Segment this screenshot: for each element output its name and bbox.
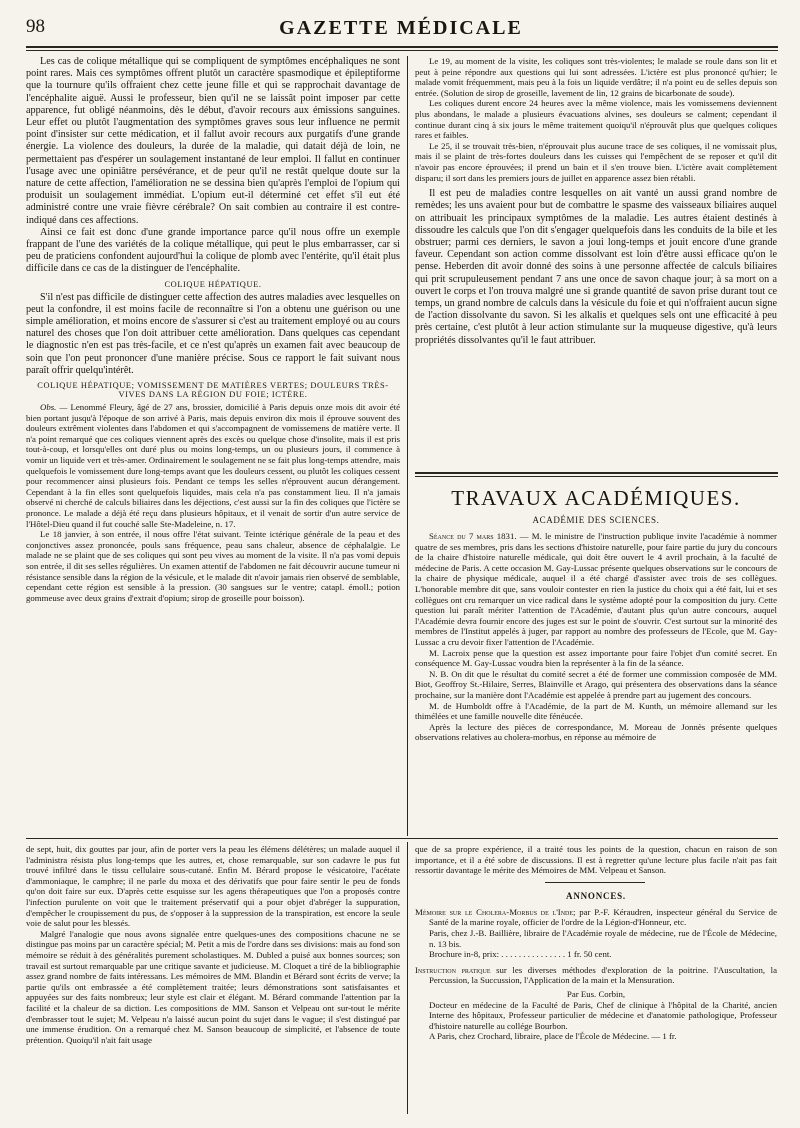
author-bio: Docteur en médecine de la Faculté de Paris, Chef de clinique à l'hôpital de la Charité, ancien Interne des hôpitaux, Professeur particulier de médecine et d'anatomie pathologique, Professeur d'histoire naturelle au collége Bourbon. [429,999,777,1031]
left-column-bottom [26,844,400,1114]
observation-lead: Obs. — [40,402,68,413]
page-number: 98 [26,16,45,37]
announcement-title [415,965,777,986]
paragraph: S'il n'est pas difficile de distinguer cette affection des autres maladies avec lesquelles on peut la confondre, il est moins facile de reconnaître si l'on a obtenu une guérison ou une simple amélioration, et moins encore de s'assurer si c'est au traitement employé ou au cours naturel des choses que l'on doit attribuer cette amélioration. Dans quelques cas cependant le diagnostic n'en est pas très-facile, et ce n'est qu'après un examen fait avec beaucoup de soin que l'on peut prononcer d'une manière précise. Sous ce rapport le fait suivant nous paraît offrir quelqu'intérêt. [26,291,400,376]
paragraph: Après la lecture des pièces de correspondance, M. Moreau de Jonnès présente quelques observations relatives au cholera-morbus, en réponse au mémoire de [415,721,777,743]
case-heading: COLIQUE HÉPATIQUE; VOMISSEMENT DE MATIÈRES VERTES; DOULEURS TRÈS-VIVES DANS LA RÉGION DU FOIE; ICTÈRE. [37,381,389,400]
right-column-top [415,56,777,466]
paragraph: M. de Humboldt offre à l'Académie, de la part de M. Kunth, un mémoire allemand sur les thimélées et une famille nouvelle dite fénéucée. [415,700,777,722]
observation-text [26,402,400,529]
announcement-title [415,907,777,928]
section-rule-thin [415,476,778,477]
book-title: Instruction pratique [415,964,491,975]
announcement-entry [415,965,777,1042]
paragraph: M. Lacroix pense que la question est assez importante pour faire l'objet d'un comité secret. En conséquence M. Gay-Lussac voudra bien la représenter à la fin de la séance. [415,647,777,669]
publisher: A Paris, chez Crochard, libraire, place de l'École de Médecine. — 1 fr. [429,1031,677,1042]
horizontal-divider [26,838,778,839]
annonces-title: ANNONCES. [566,890,626,901]
paragraph: N. B. On dit que le résultat du comité secret a été de former une commission composée de MM. Biot, Geoffroy St.-Hilaire, Serres, Blainville et Arago, qui présentera des observations dans la séance prochaine, sur la manière dont l'Académie est appelée à prendre part au jugement des concours. [415,668,777,700]
observation-text: Les coliques durent encore 24 heures avec la même violence, mais les vomissemens deviennent plus abondans, le malade a plusieurs évacuations alvines, ses douleurs se calment; cependant il continue durant cinq à six jours le même traitement quoiqu'il n'éprouvât plus que quelques coliques rares et faibles. [415,98,777,141]
paragraph: Les cas de colique métallique qui se compliquent de symptômes encéphaliques ne sont point rares. Mais ces symptômes offrent plutôt un caractère spasmodique et épileptiforme que la tournure qu'ils offraient chez cette jeune fille et qui se rapprochait davantage de l'encéphalite aiguë. Aussi le professeur, bien qu'il ne se laissât point imposer par cette apparence, fut obligé néanmoins, dès le début, d'avoir recours aux émissions sanguines. Leur effet ou plutôt l'augmentation des symptômes graves sous leur influence ne permit point d'insister sur cette médication, et il fallut avoir recours aux purgatifs d'une grande énergie. La violence des douleurs, la durée de la maladie, qui datait déjà de loin, ne permettaient pas d'espérer un soulagement instantané de leur emploi. Il fallut en continuer l'usage avec une opiniâtre persévérance, et de peur qu'il ne restât quelque doute sur la nature de cette affection, l'amélioration ne se dessina bien qu'après l'emploi de l'opium qui produisit un soulagement immédiat. L'opium eut-il déterminé cet effet s'il eut été administré contre une vraie fièvre cérébrale? On sait combien au contraire il est contre-indiqué dans ces affections. [26,56,400,226]
section-subtitle: ACADÉMIE DES SCIENCES. [532,515,660,525]
publisher: Paris, chez J.-B. Baillière, libraire de l'Académie royale de médecine, rue de l'École de Médecine, n. 13 bis. [429,927,777,949]
observation-body: Lenommé Fleury, âgé de 27 ans, brossier, domicilié à Paris depuis onze mois dit avoir été bien portant jusqu'à l'époque de son arrivé à Paris, mais depuis environ dix mois il éprouve souvent des douleurs extrêment violentes dans l'abdomen et qui s'accompagnent de vomissemens de matière verte. Il n'a point remarqué que ces coliques viennent après des excès ou quelque chose d'insolite, mais il est pris tout-à-coup, et lorsqu'elles ont duré plus ou moins long-temps, un ou plusieurs jours, il commence à vomir un liquide vert et très-amer. Ordinairement le soulagement ne se fait plus long-temps attendre, mais quelquefois le vomissement dure long-temps avant que les douleurs cessent, ou plutôt les coliques cessent pour recommencer ainsi plusieurs fois. Pendant ce temps les selles n'éprouvent aucun dérangement. Cependant à la fin elles sont quelquefois liquides, mais cela n'a pas constamment lieu. Il n'a jamais observé ni cherché de calculs biliaires dans les déjections, c'est aussi sur la fin des coliques que l'ictère se prononce. Le malade a déjà été reçu dans plusieurs hôpitaux, et il venait de sortir d'un autre service de l'Hôtel-Dieu quand il fut couché salle Ste-Madeleine, n. 17. [26,402,400,529]
section-title: TRAVAUX ACADÉMIQUES. [451,486,741,510]
header-rule [26,46,778,48]
header-rule-thin [26,50,778,51]
observation-text: Le 18 janvier, à son entrée, il nous offre l'état suivant. Teinte ictérique générale de la peau et des conjonctives assez prononcée, pouls sans fréquence, peau sans chaleur, absence de céphalalgie. Le malade ne se plaint que de ses coliques qui sont peu vives au moment de la visite. Il n'a pas vomi depuis son entrée, il dit ses selles régulières. Un examen attentif de l'abdomen ne fait découvrir aucune tumeur ni résistance sensible dans la région de la vésicule, et le malade dit n'avoir jamais rien observé de semblable, cependant cette région est sensible à la pression. (30 sangsues sur le ventre; catapl. émoll.; potion gommeuse avec deux grains d'extrait d'opium; sirop de groseille pour boisson). [26,529,400,603]
price: Brochure in-8, prix: . . . . . . . . . . . . . . . 1 fr. 50 cent. [429,949,612,960]
column-divider [407,842,408,1114]
paragraph: Ainsi ce fait est donc d'une grande importance parce qu'il nous offre un exemple frappant de l'une des variétés de la colique métallique, qui peut le plus embarrasser, car si peu de praticiens confondent aujourd'hui la colique de plomb avec l'entérite, qu'il était plus difficile dans ce cas de la distinguer de l'encéphalite. [26,226,400,275]
column-divider [407,56,408,836]
paragraph: que de sa propre expérience, il a traité tous les points de la question, chacun en raison de son importance, et il a été sobre de discussions. Il est à regretter qu'une lecture plus facile n'ait pas fait ressortir davantage le mérite des Mémoires de MM. Velpeau et Sanson. [415,844,777,876]
announcement-entry [415,907,777,960]
paragraph: Il est peu de maladies contre lesquelles on ait vanté un aussi grand nombre de remèdes; les uns avaient pour but de combattre le spasme des vaisseaux biliaires auquel on attribuait les principaux symptômes de la maladie. Les autres étaient destinés à dissoudre les calculs que l'on dit s'engager quelquefois dans les conduits de la bile et les obstruer; parmi ces derniers, le savon a joui long-temps et jouit encore d'une grande faveur. Cependant son action comme dissolvant est loin d'être aussi efficace qu'on le pense. Heberden dit avoir donné des soins à une personne affectée de calculs biliaires qui prit scrupuleusement pendant 7 ans une once de savon chaque jour; à sa mort on a ouvert le corps et l'on trouva malgré une si grande quantité de savon prise durant tout ce temps, un grand nombre de calculs dans la vésicule du foie et qui n'offraient aucun signe de l'action dissolvante du savon. Si les alkalis et quelques sels ont une efficacité à peu près certaine, c'est plutôt à leur action stimulante sur la muqueuse digestive, qu'à leurs propriétés dissolvantes qu'il le faut attribuer. [415,188,777,346]
left-column-top [26,56,400,832]
short-rule [545,882,645,883]
seance-body: — M. le ministre de l'instruction publique invite l'académie à nommer quatre de ses membres, pris dans les sections d'histoire naturelle, pour faire partie du jury du concours de la chaire d'histoire naturelle médicale, qui doit être ouvert le 4 avril prochain, à la faculté de médecine de Paris. A cette occasion M. Gay-Lussac présente quelques observations sur le concours de la chaire de physique médicale, auquel il a été chargé d'assister avec trois de ses collègues. L'honorable membre dit que, sans vouloir contester en rien la justice du choix qui a été fait, lui et ses collègues ont cru remarquer un vice radical dans le système adopté pour la composition du jury. Cette question lui paraît mériter l'attention de l'Académie, d'autant plus qu'un autre concours, auquel l'Académie devra fournir encore des juges est sur le point de s'ouvrir. C'est surtout sur la minorité des membres de l'Institut appelés à juger, par rapport au nombre des professeurs de l'Ecole, que M. Gay-Lussac a cru devoir fixer l'attention de l'Académie. [415,531,777,647]
book-details: sur les diverses méthodes d'exploration de la poitrine. l'Auscultation, la Percussion, la Succussion, l'Application de la main et la Mensuration. [429,964,777,986]
author: Par Eus. Corbin, [566,988,626,999]
observation-text: Le 19, au moment de la visite, les coliques sont très-violentes; le malade se roule dans son lit et peut à peine répondre aux questions qui lui sont adressées. L'ictère est plus prononcé qu'hier; le malade vomit fréquemment, mais peu à la fois un liquide verdâtre; il n'a point eu de selles depuis son entrée. (Solution de sirop de groseille, lavement de lin, 12 grains de bicarbonate de soude). [415,56,777,98]
right-column-bottom [415,844,777,1114]
seance-lead: Séance du 7 mars 1831. [429,531,517,541]
section-rule [415,472,778,474]
book-details: ; par P.-F. Kéraudren, inspecteur général du Service de Santé de la marine royale, officier de l'ordre de la Légion-d'Honneur, etc. [429,906,777,928]
page-header [26,16,776,42]
paragraph: Malgré l'analogie que nous avons signalée entre quelques-unes des compositions chacune ne se distingue pas moins par un caractère spécial; M. Petit a mis de l'ordre dans ses divisions: mais au fond son mémoire se réduit à des généralités purement scholastiques. M. Dubled a puisé aux bonnes sources; son travail est surtout remarquable par une critique savante et judicieuse. M. Cloquet a tiré de la bibliographie assez grand nombre de faits intéressans. Les mémoires de MM. Blandin et Bérard sont écrits de verve; la partie qu'ils ont embrassée a été complètement traitée; leurs démonstrations sont satisfaisantes et appuyées sur des faits nombreux; leur style est clair et élégant. M. Bérard commande l'attention par la facilité et la chaleur de sa diction. Les compositions de MM. Sanson et Velpeau ont sur-tout le mérite d'embrasser tout le sujet; M. Velpeau n'a laissé aucun point du sujet dans le vague; il s'est distingué par une immense érudition. On a remarqué chez M. Sanson beaucoup de simplicité, et l'absence de toute prétention. Quoiqu'il n'ait fait usage [26,928,400,1045]
paragraph: de sept, huit, dix gouttes par jour, afin de porter vers la peau les élémens délétères; un malade auquel il l'administra résista plus long-temps que les autres, et, chose remarquable, sur son cadavre le pus fut trouvé infiltré dans le tissu cellulaire sous-cutané. Enfin M. Bérard propose le vésicatoire, l'acétate d'ammoniaque, le camphre; il ne parle du moxa et des dérivatifs que pour faire sentir le peu de fonds qu'on doit faire sur eux. D'après cette esquisse sur les agens thérapeutiques que l'on a proposés contre l'infection purulente on voit que le traitement préservatif qui a pour objet d'abréger la suppuration, d'empêcher le croupissement du pus, de s'opposer à la suppression de la transpiration, est encore la seule voie de salut pour les blessés. [26,844,400,929]
seance-paragraph [415,531,777,648]
observation-text: Le 25, il se trouvait très-bien, n'éprouvait plus aucune trace de ses coliques, il ne vomissait plus, mais il se plaint de très-fortes douleurs dans les cuisses qui l'empêchent de se reposer et qu'il dit n'avoir pas encore éprouvées; il prend un bain et il s'en trouve bien. L'ictère avait complètement disparu; il sort dans les premiers jours de juillet en apparence assez bien rétabli. [415,140,777,183]
travaux-section [415,484,777,834]
book-title: Mémoire sur le Cholera-Morbus de l'Inde [415,906,574,917]
section-heading: COLIQUE HÉPATIQUE. [164,279,262,289]
masthead-title: GAZETTE MÉDICALE [279,17,523,39]
